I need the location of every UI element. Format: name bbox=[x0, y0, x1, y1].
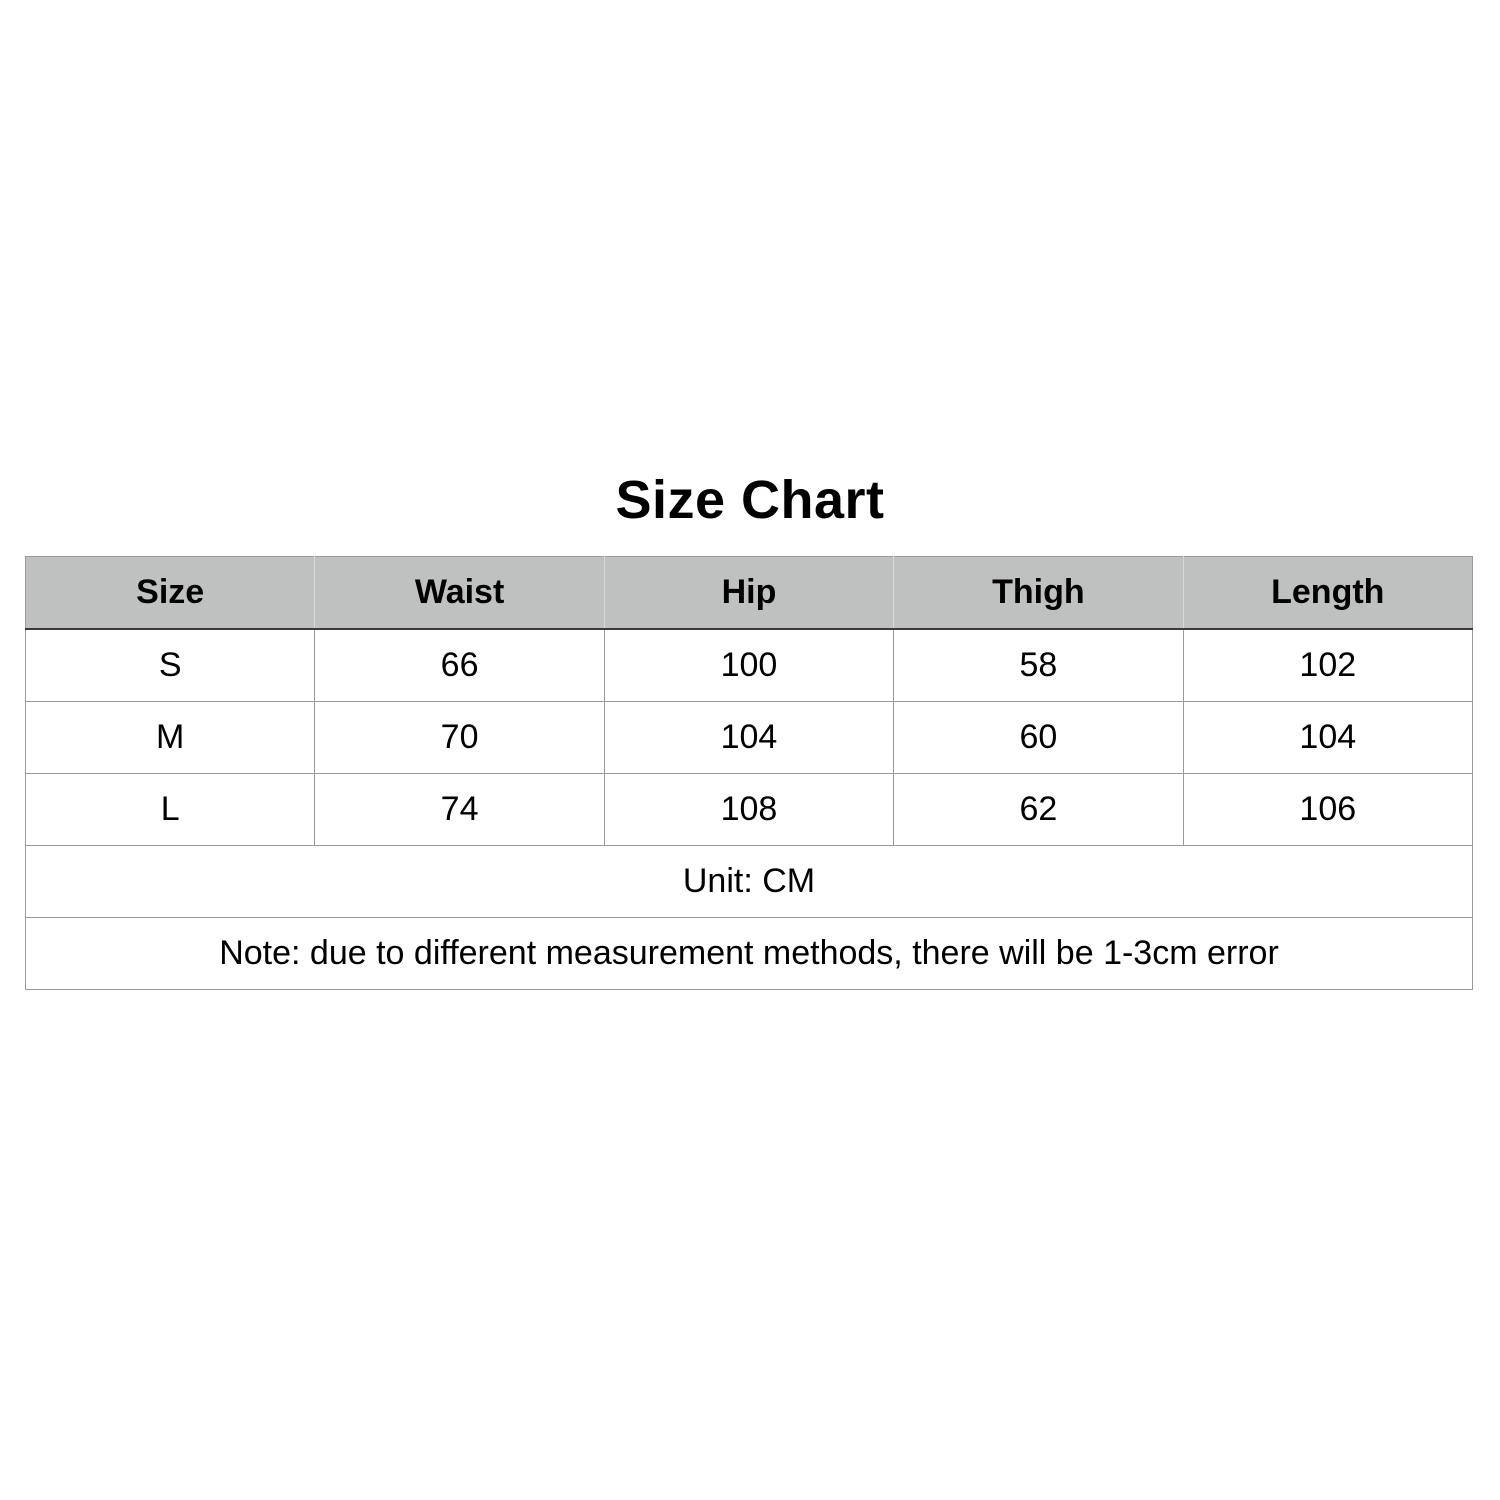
measurement-note: Note: due to different measurement methods, there will be 1-3cm error bbox=[26, 918, 1473, 990]
header-waist: Waist bbox=[315, 557, 604, 630]
cell-hip: 108 bbox=[604, 774, 893, 846]
cell-hip: 104 bbox=[604, 702, 893, 774]
unit-note: Unit: CM bbox=[26, 846, 1473, 918]
cell-thigh: 62 bbox=[894, 774, 1183, 846]
header-length: Length bbox=[1183, 557, 1472, 630]
table-row bbox=[26, 702, 1473, 774]
cell-thigh: 60 bbox=[894, 702, 1183, 774]
cell-size: L bbox=[26, 774, 315, 846]
table-row bbox=[26, 629, 1473, 702]
cell-waist: 70 bbox=[315, 702, 604, 774]
cell-thigh: 58 bbox=[894, 629, 1183, 702]
table-body bbox=[26, 629, 1473, 990]
cell-waist: 66 bbox=[315, 629, 604, 702]
page-title: Size Chart bbox=[615, 470, 885, 530]
cell-hip: 100 bbox=[604, 629, 893, 702]
header-hip: Hip bbox=[604, 557, 893, 630]
size-chart-table bbox=[25, 556, 1473, 990]
note-row bbox=[26, 918, 1473, 990]
table-row bbox=[26, 774, 1473, 846]
cell-size: S bbox=[26, 629, 315, 702]
cell-length: 106 bbox=[1183, 774, 1472, 846]
unit-row bbox=[26, 846, 1473, 918]
cell-length: 104 bbox=[1183, 702, 1472, 774]
header-thigh: Thigh bbox=[894, 557, 1183, 630]
cell-size: M bbox=[26, 702, 315, 774]
header-row bbox=[26, 557, 1473, 630]
table-header bbox=[26, 557, 1473, 630]
header-size: Size bbox=[26, 557, 315, 630]
cell-length: 102 bbox=[1183, 629, 1472, 702]
cell-waist: 74 bbox=[315, 774, 604, 846]
